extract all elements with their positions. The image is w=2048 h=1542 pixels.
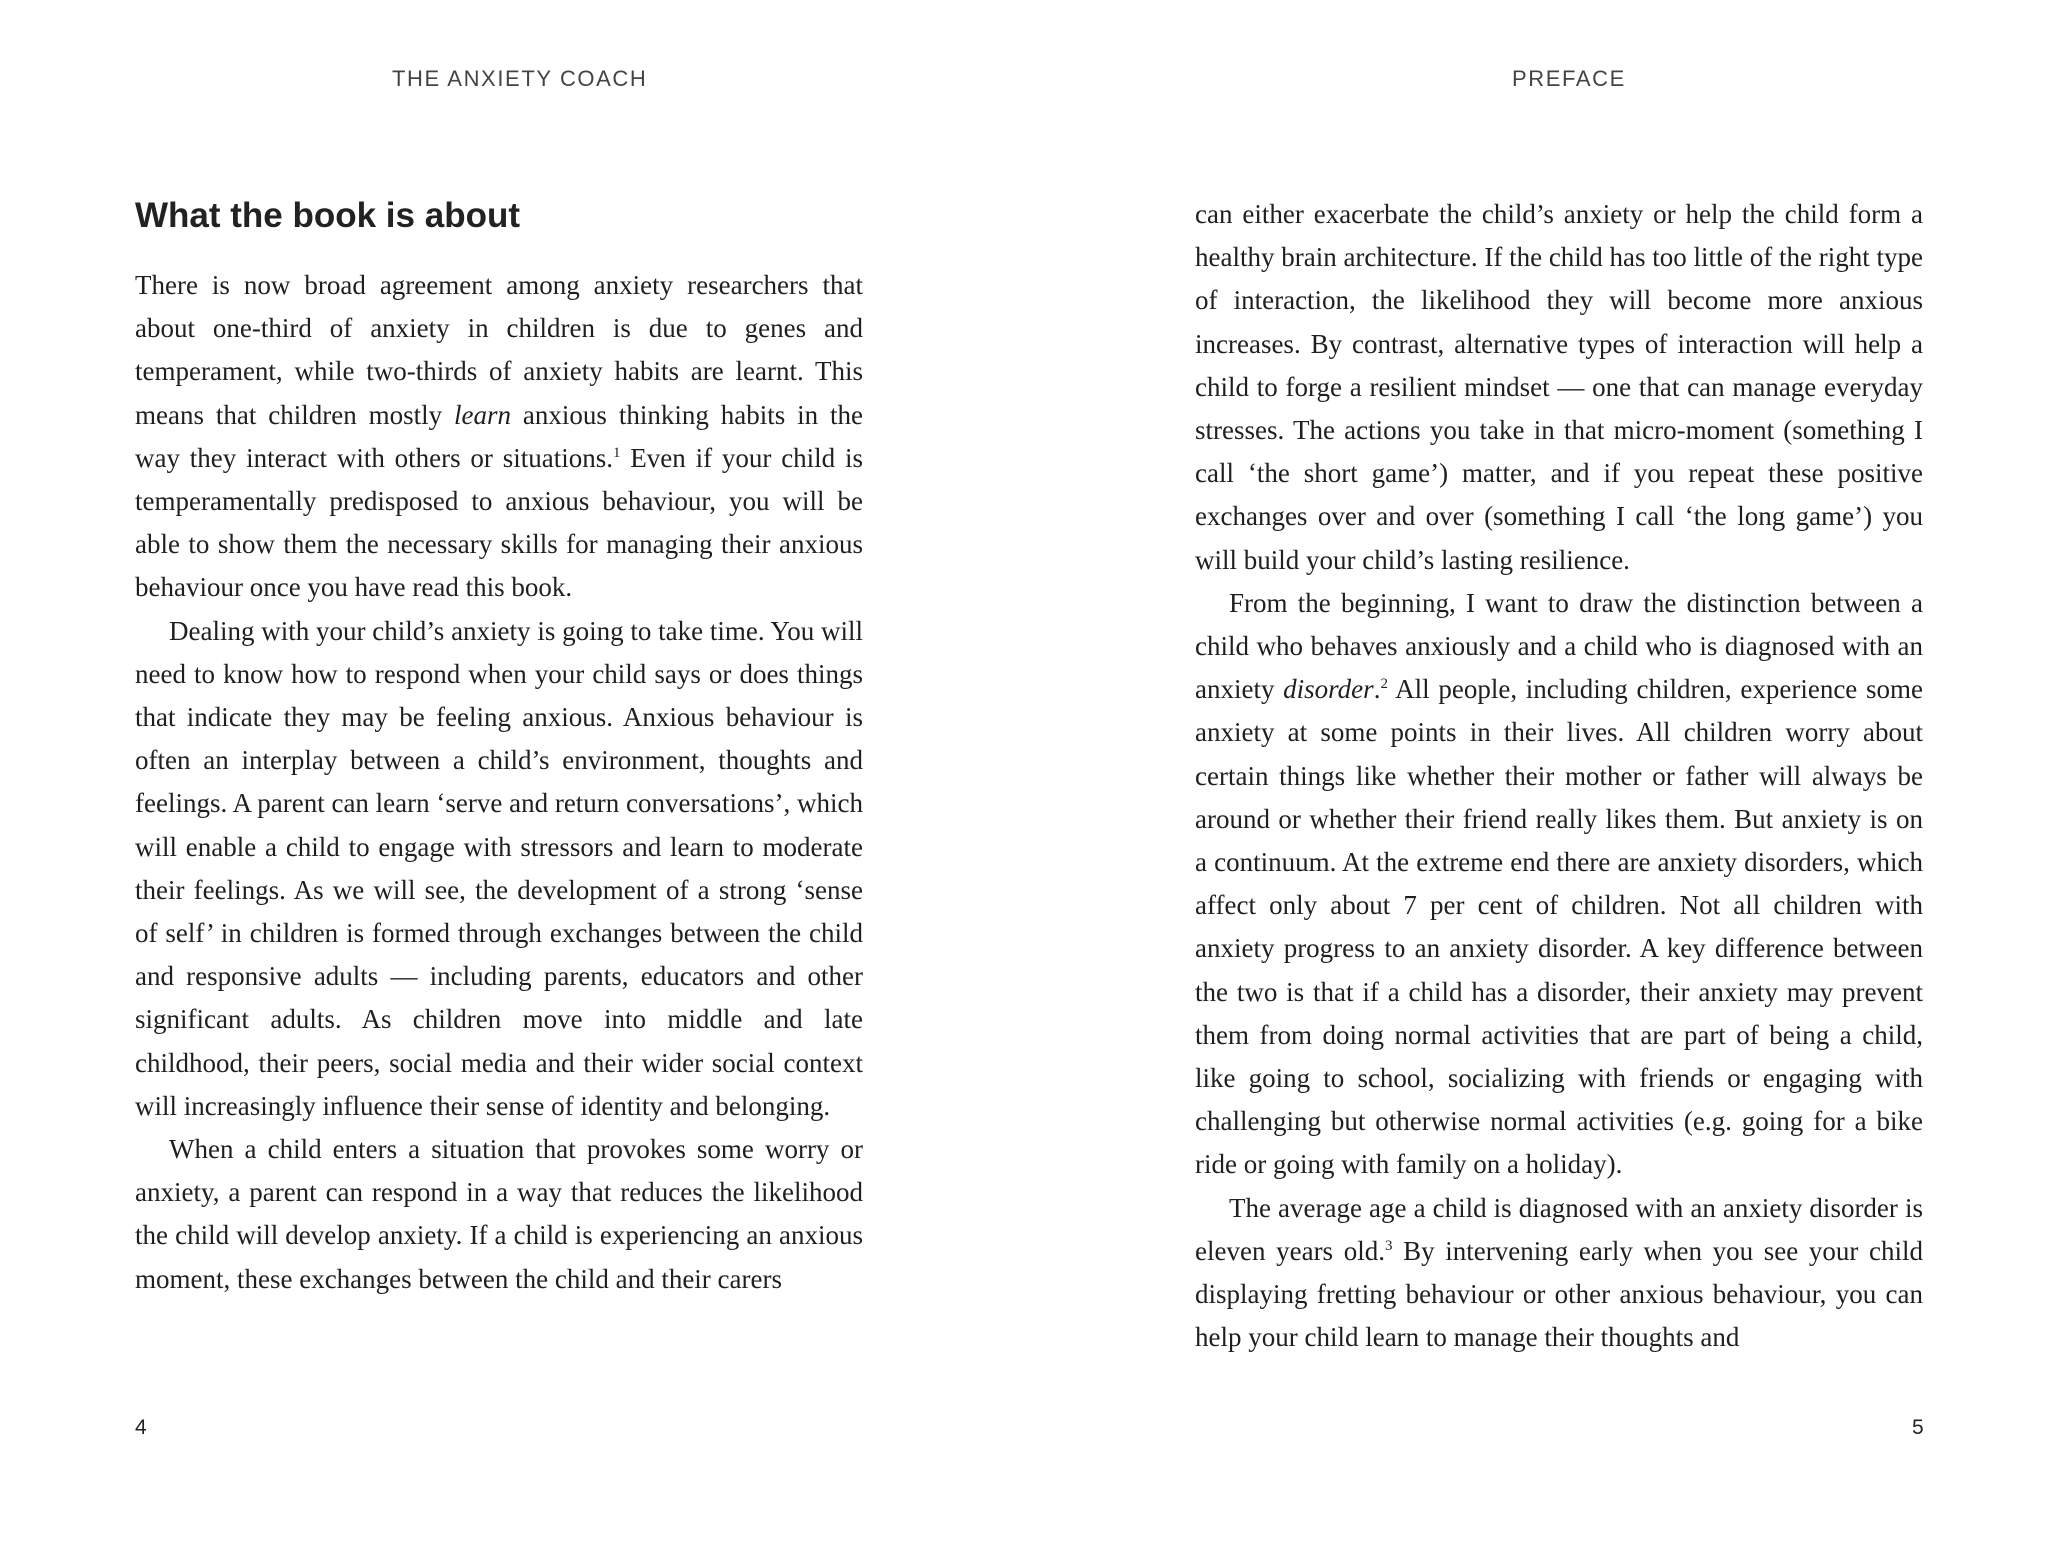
paragraph: There is now broad agreement among anxiety researchers that about one-third of anxiety in children is due to genes and temperament, while two-thirds of anxiety habits are learnt. This means that children mostly learn anxious thinking habits in the way they interact with others or situations.$^1$ Even if your child is temperamentally predisposed to anxious behaviour, you will be able to show them the necessary skills for managing their anxious behaviour once you have read this book. — [135, 270, 863, 603]
right-body-text — [1195, 193, 1923, 1359]
right-page — [1024, 0, 2048, 1542]
page-number: 4 — [135, 1416, 147, 1439]
paragraph: can either exacerbate the child’s anxiety or help the child form a healthy brain architecture. If the child has too little of the right type of interaction, the likelihood they will become more anxious increases. By contrast, alternative types of interaction will help a child to forge a resilient mindset — one that can manage everyday stresses. The actions you take in that micro-moment (something I call ‘the short game’) matter, and if you repeat these positive exchanges over and over (something I call ‘the long game’) you will build your child’s lasting resilience. — [1195, 199, 1923, 575]
page-number: 5 — [1912, 1416, 1924, 1439]
running-head-chapter-title: PREFACE — [1512, 66, 1626, 91]
footnote-marker: 2 — [1380, 676, 1388, 693]
paragraph: Dealing with your child’s anxiety is going to take time. You will need to know how to respond when your child says or does things that indicate they may be feeling anxious. Anxious behaviour is often an interplay between a child’s environment, thoughts and feelings. A parent can learn ‘serve and return conversations’, which will enable a child to engage with stressors and learn to moderate their feelings. As we will see, the development of a strong ‘sense of self’ in children is formed through exchanges between the child and responsive adults — including parents, educators and other significant adults. As children move into middle and late childhood, their peers, social media and their wider social context will increasingly influence their sense of identity and belonging. — [135, 615, 863, 1121]
paragraph: When a child enters a situation that provokes some worry or anxiety, a parent can respond in a way that reduces the likelihood the child will develop anxiety. If a child is experiencing an anxious moment, these exchanges between the child and their carers — [135, 1134, 863, 1294]
emphasis: learn — [454, 399, 512, 430]
section-heading: What the book is about — [135, 196, 520, 235]
paragraph: From the beginning, I want to draw the distinction between a child who behaves anxiously and a child who is diagnosed with an anxiety disorder.$^2$ All people, including children, experience some anxiety at some points in their lives. All children worry about certain things like whether their mother or father will always be around or whether their friend really likes them. But anxiety is on a continuum. At the extreme end there are anxiety disorders, which affect only about 7 per cent of children. Not all children with anxiety progress to an anxiety disorder. A key difference between the two is that if a child has a disorder, their anxiety may prevent them from doing normal activities that are part of being a child, like going to school, socializing with friends or engaging with challenging but otherwise normal activities (e.g. going for a bike ride or going with family on a holiday). — [1195, 587, 1923, 1180]
footnote-marker: 1 — [613, 444, 621, 461]
paragraph: The average age a child is diagnosed with an anxiety disorder is eleven years old.$^3$ By intervening early when you see your child displaying fretting behaviour or other anxious behaviour, you can help your child learn to manage their thoughts and — [1195, 1192, 1923, 1353]
emphasis: disorder — [1283, 674, 1374, 705]
running-head-book-title: THE ANXIETY COACH — [392, 66, 648, 91]
left-body-text — [135, 264, 863, 1301]
footnote-marker: 3 — [1384, 1237, 1393, 1254]
